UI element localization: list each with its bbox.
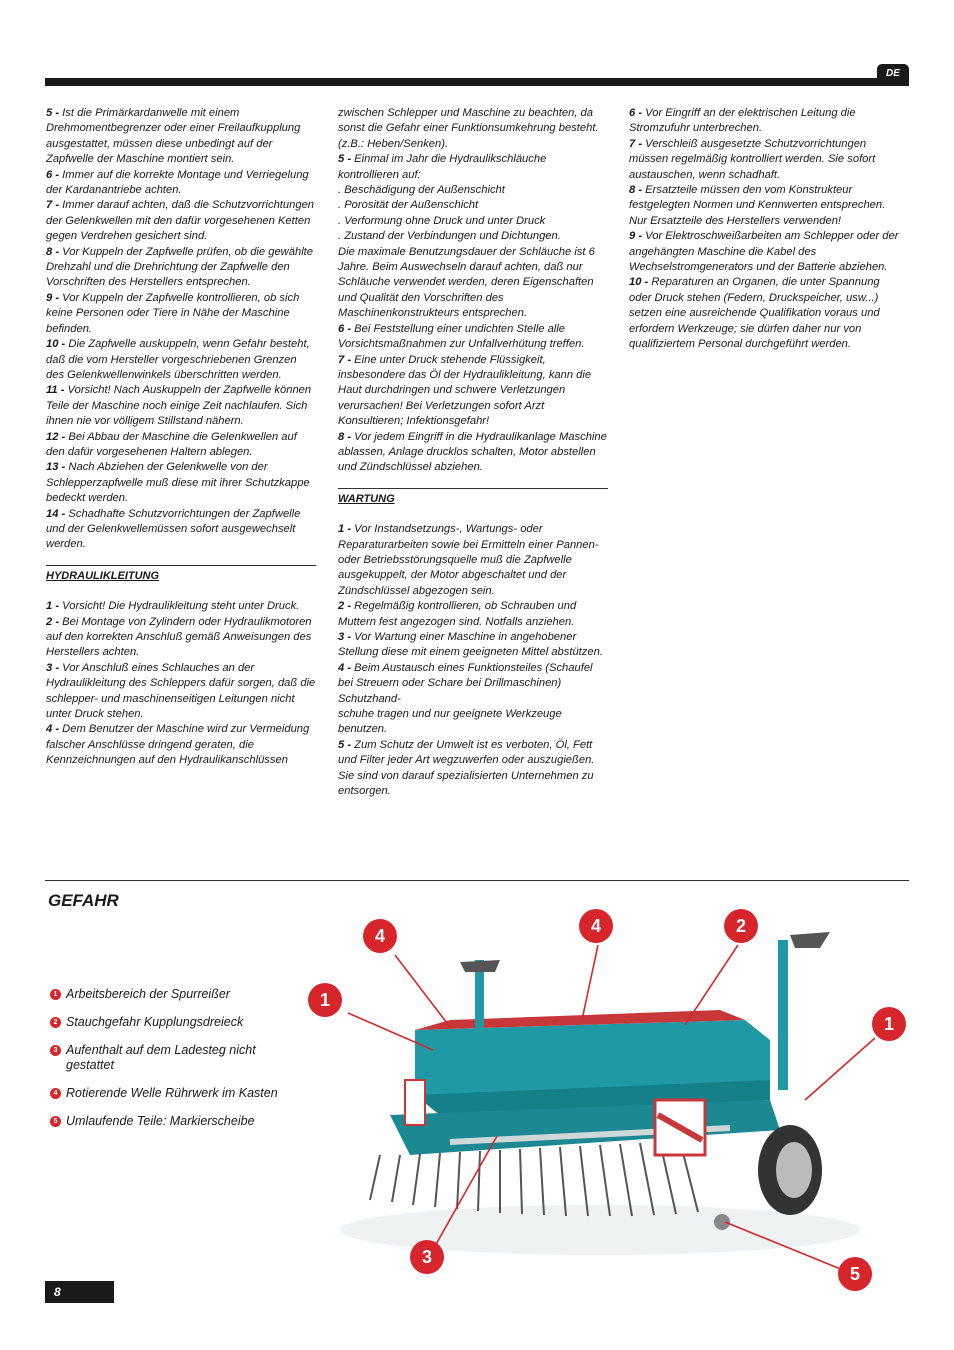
marker-disc	[714, 1214, 730, 1230]
legend-text: Aufenthalt auf dem Ladesteg nicht gestattet	[66, 1043, 256, 1072]
legend-text: Stauchgefahr Kupplungsdreieck	[66, 1015, 244, 1029]
callout-2-label: 2	[735, 916, 747, 936]
list-item	[338, 353, 608, 430]
legend-text: Umlaufende Teile: Markierscheibe	[66, 1114, 255, 1128]
item-number: 4 -	[46, 723, 60, 736]
callout-1a-label: 1	[319, 990, 331, 1010]
item-text: Beim Austausch eines Funktionsteiles (Schaufel bei Streuern oder Schare bei Drillmaschinen) Schutzhand-	[338, 661, 593, 705]
list-item	[629, 229, 899, 275]
item-text: Eine unter Druck stehende Flüssigkeit, insbesondere das Öl der Hydraulikleitung, kann die Haut durchdringen und schwere Verletzungen verursachen! Bei Verletzungen sofort Arzt Konsultieren; Infektionsgefahr!	[338, 353, 592, 428]
item-text: Die maximale Benutzungsdauer der Schläuche ist 6 Jahre. Beim Auswechseln darauf achten, daß nur Schläuche verwendet werden, deren Eigenschaften und Qualität den Vorschriften des Maschinenkonstrukteurs entsprechen.	[338, 245, 595, 320]
item-number: 6 -	[629, 107, 643, 119]
legend-text: Arbeitsbereich der Spurreißer	[66, 987, 230, 1001]
list-item	[46, 245, 316, 291]
list-item	[338, 630, 608, 661]
list-item	[46, 198, 316, 244]
list-item	[338, 707, 608, 738]
item-text: Ist die Primärkardanwelle mit einem Drehmomentbegrenzer oder einer Freilaufkupplung ausgestattet, müssen diese unbedingt auf der Zapfwelle der Maschine montiert sein.	[46, 107, 301, 166]
list-item	[338, 599, 608, 630]
item-text: Vorsicht! Nach Auskuppeln der Zapfwelle können Teile der Maschine noch einige Zeit nachlaufen. Sich ihnen nie vor völligem Stillstand nähern.	[46, 384, 312, 428]
list-item	[629, 183, 899, 229]
item-number: 13 -	[46, 461, 66, 474]
item-text: Immer auf die korrekte Montage und Verriegelung der Kardanantriebe achten.	[46, 168, 309, 197]
column-2	[338, 106, 608, 799]
list-item	[338, 152, 608, 183]
item-text: Schadhafte Schutzvorrichtungen der Zapfwelle und der Gelenkwellemüssen sofort ausgewechselt werden.	[46, 507, 301, 551]
section-heading-hydraulik: HYDRAULIKLEITUNG	[46, 565, 316, 584]
item-number: 7 -	[629, 137, 643, 150]
item-text: Zum Schutz der Umwelt ist es verboten, Öl, Fett und Filter jeder Art wegzuwerfen oder auszugießen. Sie sind von darauf spezialisierten Unternehmen zu entsorgen.	[338, 738, 595, 798]
item-number: 6 -	[338, 322, 352, 335]
legend-number-badge: 3	[50, 1045, 61, 1056]
item-text: Vor Elektroschweißarbeiten am Schlepper oder der angehängten Maschine die Kabel des Wechselstromgenerators und der Batterie abziehen.	[629, 230, 899, 274]
item-text: Bei Feststellung einer undichten Stelle alle Vorsichtsmaßnahmen zur Unfallverhütung treffen.	[338, 322, 585, 351]
item-number: 1 -	[338, 523, 352, 536]
list-item	[46, 722, 316, 768]
callout-4b-label: 4	[590, 916, 602, 936]
item-text: schuhe tragen und nur geeignete Werkzeuge benutzen.	[338, 708, 562, 736]
item-text: Bei Abbau der Maschine die Gelenkwellen auf den dafür vorgesehenen Haltern ablegen.	[46, 430, 297, 458]
item-text: Regelmäßig kontrollieren, ob Schrauben und Muttern fest angezogen sind. Notfalls anziehen.	[338, 600, 577, 628]
col3-list	[629, 106, 899, 353]
section-heading-wartung: WARTUNG	[338, 488, 608, 507]
list-item	[338, 661, 608, 707]
list-item	[338, 522, 608, 599]
legend-number-badge: 1	[50, 989, 61, 1000]
legend-number-badge: 2	[50, 1017, 61, 1028]
warning-sign-left	[405, 1080, 425, 1125]
legend-item	[50, 1086, 280, 1101]
list-item	[46, 291, 316, 337]
item-number: 2 -	[338, 600, 352, 613]
item-number: 5 -	[338, 738, 352, 751]
legend-item	[50, 987, 280, 1002]
item-number: 14 -	[46, 507, 66, 520]
header-bar	[45, 78, 909, 86]
item-text: Nach Abziehen der Gelenkwelle von der Schlepperzapfwelle muß diese mit ihrer Schutzkappe bedeckt werden.	[46, 461, 310, 505]
item-number: 3 -	[46, 661, 60, 674]
callout-4a-label: 4	[374, 926, 386, 946]
list-item	[46, 507, 316, 553]
item-text: Vorsicht! Die Hydraulikleitung steht unter Druck.	[59, 600, 300, 613]
list-item	[46, 168, 316, 199]
item-number: 12 -	[46, 430, 66, 443]
callout-3-label: 3	[421, 1247, 433, 1267]
list-item	[338, 245, 608, 322]
list-item	[629, 137, 899, 183]
item-number: 1 -	[46, 600, 60, 613]
col1-list-2	[46, 599, 316, 768]
list-item	[46, 106, 316, 168]
item-text: Vor Kuppeln der Zapfwelle kontrollieren, ob sich keine Personen oder Tiere in Nähe der Maschine befinden.	[46, 291, 300, 335]
item-number: 5 -	[46, 107, 60, 119]
item-text: Die Zapfwelle auskuppeln, wenn Gefahr besteht, daß die vom Hersteller vorgeschriebenen Grenzen des Gelenkwellenwinkels überschritten werden.	[46, 338, 310, 381]
column-1	[46, 106, 316, 769]
item-text: Vor Wartung einer Maschine in angehobener Stellung diese mit einem geeigneten Mittel abstützen.	[338, 631, 603, 659]
list-item	[338, 430, 608, 476]
item-text: Vor Eingriff an der elektrischen Leitung die Stromzufuhr unterbrechen.	[629, 107, 856, 135]
item-number: 4 -	[338, 661, 352, 674]
legend-item	[50, 1043, 280, 1073]
item-number: 2 -	[46, 615, 60, 628]
list-item	[338, 214, 608, 229]
item-text: Bei Montage von Zylindern oder Hydraulikmotoren auf den korrekten Anschluß gemäß Anweisungen des Herstellers achten.	[46, 615, 312, 659]
item-text: Einmal im Jahr die Hydraulikschläuche kontrollieren auf:	[338, 153, 547, 181]
legend-item	[50, 1114, 280, 1129]
item-number: 10 -	[629, 276, 649, 289]
item-number: 9 -	[46, 291, 60, 304]
list-item	[629, 106, 899, 137]
item-number: 7 -	[338, 353, 352, 366]
danger-title: GEFAHR	[48, 891, 119, 910]
list-item	[338, 322, 608, 353]
item-number: 8 -	[338, 430, 352, 443]
item-number: 9 -	[629, 230, 643, 243]
item-text: . Zustand der Verbindungen und Dichtungen.	[338, 230, 561, 243]
item-text: . Verformung ohne Druck und unter Druck	[338, 214, 546, 227]
list-item	[46, 615, 316, 661]
section-divider	[45, 880, 909, 881]
item-text: Vor Anschluß eines Schlauches an der Hydraulikleitung des Schleppers dafür sorgen, daß die schlepper- und maschinenseitigen Leitungen nicht unter Druck stehen.	[46, 661, 316, 721]
item-text: Dem Benutzer der Maschine wird zur Vermeidung falscher Anschlüsse dringend geraten, die Kennzeichnungen auf den Hydraulikanschlüssen	[46, 723, 310, 767]
item-text: Reparaturen an Organen, die unter Spannung oder Druck stehen (Federn, Druckspeicher, usw...) setzen eine ausreichende Qualifikation voraus und erfordern Werkzeuge; sie dürfen daher nur von qualifiziertem Personal durchgeführt werden.	[629, 276, 880, 351]
col1-list	[46, 106, 316, 553]
item-number: 5 -	[338, 153, 352, 166]
item-text: Vor Kuppeln der Zapfwelle prüfen, ob die gewählte Drehzahl und die Drehrichtung der Zapfwelle den Vorschriften des Herstellers entsprechen.	[46, 245, 314, 289]
list-item	[338, 229, 608, 244]
item-number: 7 -	[46, 199, 60, 212]
language-tab: DE	[877, 64, 909, 84]
item-text: . Beschädigung der Außenschicht	[338, 184, 505, 197]
list-item	[46, 337, 316, 383]
legend-text: Rotierende Welle Rührwerk im Kasten	[66, 1086, 278, 1100]
item-text: zwischen Schlepper und Maschine zu beachten, da sonst die Gefahr einer Funktionsumkehrung besteht. (z.B.: Heben/Senken).	[338, 107, 599, 150]
col2-list	[338, 106, 608, 476]
item-number: 8 -	[46, 245, 60, 258]
item-text: Immer darauf achten, daß die Schutzvorrichtungen der Gelenkwellen mit den dafür vorgesehenen Ketten gegen Verdrehen gesichert sind.	[46, 199, 315, 243]
item-number: 10 -	[46, 338, 66, 351]
item-number: 3 -	[338, 631, 352, 643]
marker-arm-right	[778, 940, 788, 1090]
legend-number-badge: 4	[50, 1088, 61, 1099]
list-item	[46, 383, 316, 429]
seed-drill-illustration	[300, 900, 920, 1300]
column-3	[629, 106, 899, 353]
list-item	[338, 738, 608, 800]
danger-legend	[50, 987, 280, 1142]
item-text: Vor Instandsetzungs-, Wartungs- oder Reparaturarbeiten sowie bei Ermitteln einer Pannen- oder Betriebsstörungsquelle muß die Zapfwelle ausgekuppelt, der Motor abgeschaltet und der Zündschlüssel abgezogen sein.	[338, 523, 599, 597]
legend-number-badge: 5	[50, 1116, 61, 1127]
list-item	[338, 106, 608, 152]
list-item	[46, 599, 316, 614]
list-item	[46, 430, 316, 461]
item-number: 11 -	[46, 384, 65, 397]
list-item	[338, 198, 608, 213]
callout-1b-label: 1	[883, 1014, 895, 1034]
item-text: . Porosität der Außenschicht	[338, 199, 479, 212]
marker-arm-left	[475, 960, 484, 1080]
item-number: 8 -	[629, 184, 643, 197]
list-item	[46, 661, 316, 723]
item-text: Verschleiß ausgesetzte Schutzvorrichtungen müssen regelmäßig kontrolliert werden. Sie sofort austauschen, wenn schadhaft.	[629, 137, 876, 181]
item-number: 6 -	[46, 168, 60, 181]
list-item	[46, 460, 316, 506]
col2-list-2	[338, 522, 608, 799]
item-text: Vor jedem Eingriff in die Hydraulikanlage Maschine ablassen, Anlage drucklos schalten, Motor abstellen und Zündschlüssel abziehen.	[338, 430, 607, 474]
page-number: 8	[45, 1281, 114, 1303]
list-item	[629, 275, 899, 352]
list-item	[338, 183, 608, 198]
callout-5-label: 5	[849, 1264, 861, 1284]
legend-item	[50, 1015, 280, 1030]
item-text: Ersatzteile müssen den vom Konstrukteur festgelegten Normen und Kennwerten entsprechen. Nur Ersatzteile des Herstellers verwenden!	[629, 184, 886, 227]
